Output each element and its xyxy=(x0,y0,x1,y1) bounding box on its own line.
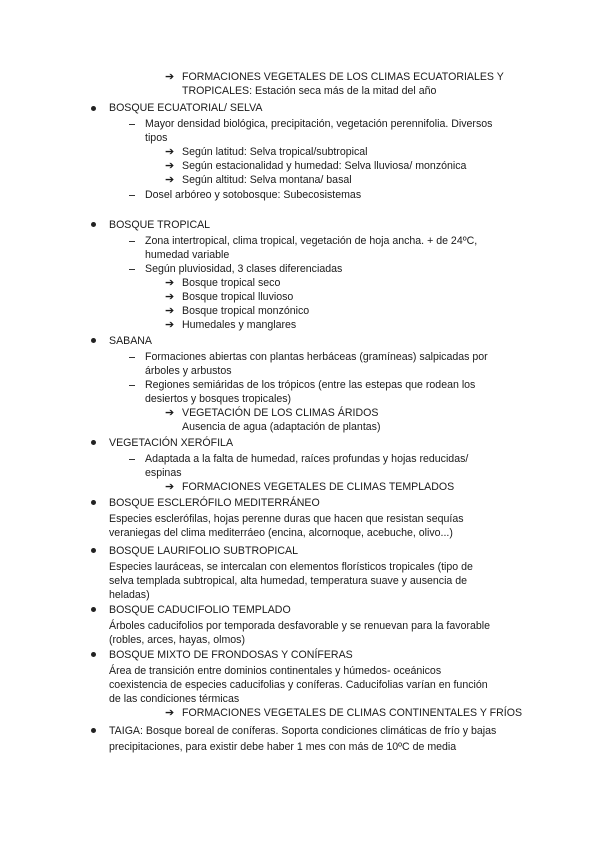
section-heading: FORMACIONES VEGETALES DE LOS CLIMAS ECUATORIALES Y xyxy=(182,71,504,83)
bullet-icon xyxy=(91,607,96,612)
topic-heading: VEGETACIÓN XERÓFILA xyxy=(109,437,234,449)
topic-heading: BOSQUE LAURIFOLIO SUBTROPICAL xyxy=(109,545,298,557)
arrow-icon: ➔ xyxy=(165,305,175,317)
section-text: Ausencia de agua (adaptación de plantas) xyxy=(182,421,381,433)
arrow-icon: ➔ xyxy=(165,71,175,83)
arrow-icon: ➔ xyxy=(165,707,175,719)
bullet-icon xyxy=(91,652,96,657)
paragraph-line: selva templada subtropical, alta humedad, temperatura suave y ausencia de xyxy=(109,575,468,587)
dash-icon xyxy=(129,241,135,242)
dash-icon xyxy=(129,357,135,358)
topic-heading: BOSQUE CADUCIFOLIO TEMPLADO xyxy=(109,604,291,616)
sub-item: Según altitud: Selva montana/ basal xyxy=(182,174,352,186)
dash-icon xyxy=(129,459,135,460)
section-heading: VEGETACIÓN DE LOS CLIMAS ÁRIDOS xyxy=(182,407,379,419)
section-heading: FORMACIONES VEGETALES DE CLIMAS TEMPLADOS xyxy=(182,481,455,493)
topic-heading xyxy=(109,724,496,738)
arrow-icon: ➔ xyxy=(165,291,175,303)
arrow-icon: ➔ xyxy=(165,160,175,172)
paragraph-line: coexistencia de especies caducifolias y coníferas. Caducifolias varían en función xyxy=(109,679,488,691)
dash-icon xyxy=(129,195,135,196)
arrow-icon: ➔ xyxy=(165,319,175,331)
list-item: Formaciones abiertas con plantas herbáceas (gramíneas) salpicadas por xyxy=(145,351,488,363)
sub-item: Según estacionalidad y humedad: Selva lluviosa/ monzónica xyxy=(182,160,467,172)
paragraph-line: Área de transición entre dominios continentales y húmedos- oceánicos xyxy=(109,665,442,677)
paragraph-line: precipitaciones, para existir debe haber 1 mes con más de 10ºC de media xyxy=(109,741,457,753)
sub-item: Bosque tropical lluvioso xyxy=(182,291,294,303)
topic-heading: BOSQUE ECUATORIAL/ SELVA xyxy=(109,102,263,114)
list-item: Adaptada a la falta de humedad, raíces profundas y hojas reducidas/ xyxy=(145,453,469,465)
paragraph-line: (robles, arces, hayas, olmos) xyxy=(109,634,246,646)
list-item: Regiones semiáridas de los trópicos (entre las estepas que rodean los xyxy=(145,379,476,391)
sub-item: Bosque tropical seco xyxy=(182,277,281,289)
arrow-icon: ➔ xyxy=(165,481,175,493)
arrow-icon: ➔ xyxy=(165,174,175,186)
paragraph-line: Árboles caducifolios por temporada desfavorable y se renuevan para la favorable xyxy=(109,620,491,632)
topic-heading: BOSQUE MIXTO DE FRONDOSAS Y CONÍFERAS xyxy=(109,649,353,661)
list-item-cont: árboles y arbustos xyxy=(145,365,232,377)
sub-item: Humedales y manglares xyxy=(182,319,297,331)
sub-item: Según latitud: Selva tropical/subtropical xyxy=(182,146,368,158)
section-heading: FORMACIONES VEGETALES DE CLIMAS CONTINENTALES Y FRÍOS xyxy=(182,707,523,719)
paragraph-line: de las condiciones térmicas xyxy=(109,693,240,705)
paragraph-line: heladas) xyxy=(109,589,150,601)
section-heading-cont xyxy=(182,84,436,98)
paragraph-line: Especies esclerófilas, hojas perenne duras que hacen que resistan sequías xyxy=(109,513,464,525)
bullet-icon xyxy=(91,106,96,111)
paragraph-line: Especies lauráceas, se intercalan con elementos florísticos tropicales (tipo de xyxy=(109,561,473,573)
list-item: Dosel arbóreo y sotobosque: Subecosistemas xyxy=(145,189,362,201)
dash-icon xyxy=(129,385,135,386)
arrow-icon: ➔ xyxy=(165,407,175,419)
arrow-icon: ➔ xyxy=(165,277,175,289)
bullet-icon xyxy=(91,728,96,733)
bullet-icon xyxy=(91,338,96,343)
topic-heading: SABANA xyxy=(109,335,152,347)
heading-text: Estación seca más de la mitad del año xyxy=(252,85,437,97)
bullet-icon xyxy=(91,500,96,505)
list-item: Según pluviosidad, 3 clases diferenciadas xyxy=(145,263,343,275)
list-item-cont: tipos xyxy=(145,132,168,144)
sub-item: Bosque tropical monzónico xyxy=(182,305,310,317)
topic-heading: BOSQUE ESCLERÓFILO MEDITERRÁNEO xyxy=(109,497,320,509)
paragraph-line: veraniegas del clima mediterráeo (encina, alcornoque, acebuche, olivo...) xyxy=(109,527,453,539)
bullet-icon xyxy=(91,548,96,553)
list-item-cont: desiertos y bosques tropicales) xyxy=(145,393,292,405)
taiga-label: TAIGA: xyxy=(109,725,143,737)
taiga-text: Bosque boreal de coníferas. Soporta condiciones climáticas de frío y bajas xyxy=(142,725,497,737)
list-item: Zona intertropical, clima tropical, vegetación de hoja ancha. + de 24ºC, xyxy=(145,235,478,247)
heading-label: TROPICALES: xyxy=(182,85,253,97)
list-item-cont: humedad variable xyxy=(145,249,230,261)
dash-icon xyxy=(129,269,135,270)
bullet-icon xyxy=(91,222,96,227)
topic-heading: BOSQUE TROPICAL xyxy=(109,219,211,231)
bullet-icon xyxy=(91,440,96,445)
dash-icon xyxy=(129,124,135,125)
list-item: Mayor densidad biológica, precipitación, vegetación perennifolia. Diversos xyxy=(145,118,493,130)
arrow-icon: ➔ xyxy=(165,146,175,158)
list-item-cont: espinas xyxy=(145,467,182,479)
